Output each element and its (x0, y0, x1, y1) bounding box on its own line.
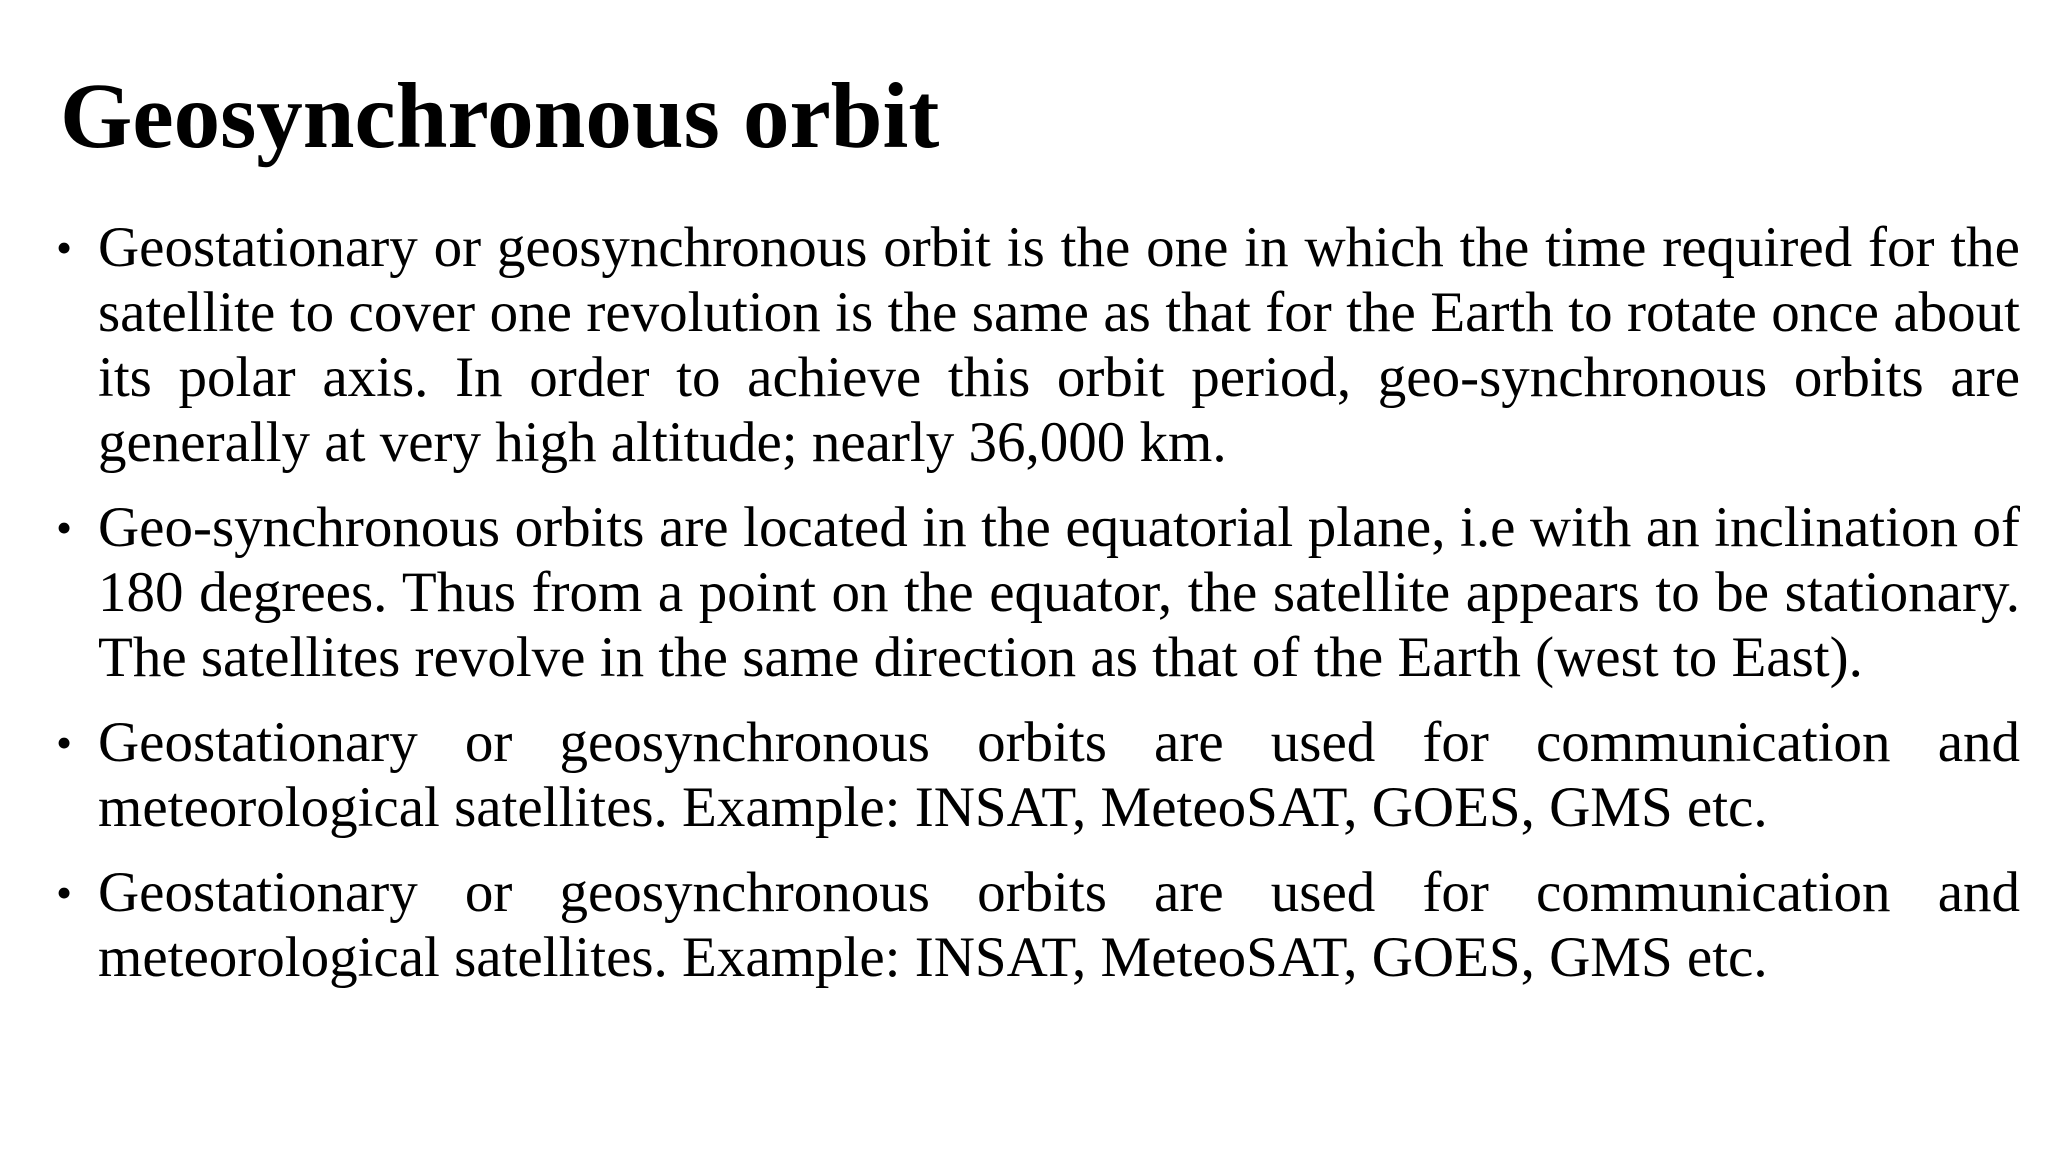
bullet-item (56, 860, 2020, 990)
slide-title: Geosynchronous orbit (60, 65, 940, 168)
bullet-text: Geo-synchronous orbits are located in the equatorial plane, i.e with an inclination of 180 degrees. Thus from a point on the equator, the satellite appears to be stationary. The satellites revolve in the same direction as that of the Earth (west to East). (98, 496, 2020, 689)
bullet-text: Geostationary or geosynchronous orbit is the one in which the time required for the satellite to cover one revolution is the same as that for the Earth to rotate once about its polar axis. In order to achieve this orbit period, geo-synchronous orbits are generally at very high altitude; nearly 36,000 km. (98, 216, 2020, 474)
bullet-icon: • (56, 867, 73, 918)
bullet-text: Geostationary or geosynchronous orbits are used for communication and meteorological satellites. Example: INSAT, MeteoSAT, GOES, GMS etc. (98, 711, 2020, 839)
bullet-icon: • (56, 717, 73, 768)
bullet-icon: • (56, 502, 73, 553)
bullet-text: Geostationary or geosynchronous orbits are used for communication and meteorological satellites. Example: INSAT, MeteoSAT, GOES, GMS etc. (98, 861, 2020, 989)
bullet-list (56, 215, 2020, 1010)
bullet-item (56, 495, 2020, 690)
bullet-item (56, 215, 2020, 475)
bullet-item (56, 710, 2020, 840)
bullet-icon: • (56, 222, 73, 273)
